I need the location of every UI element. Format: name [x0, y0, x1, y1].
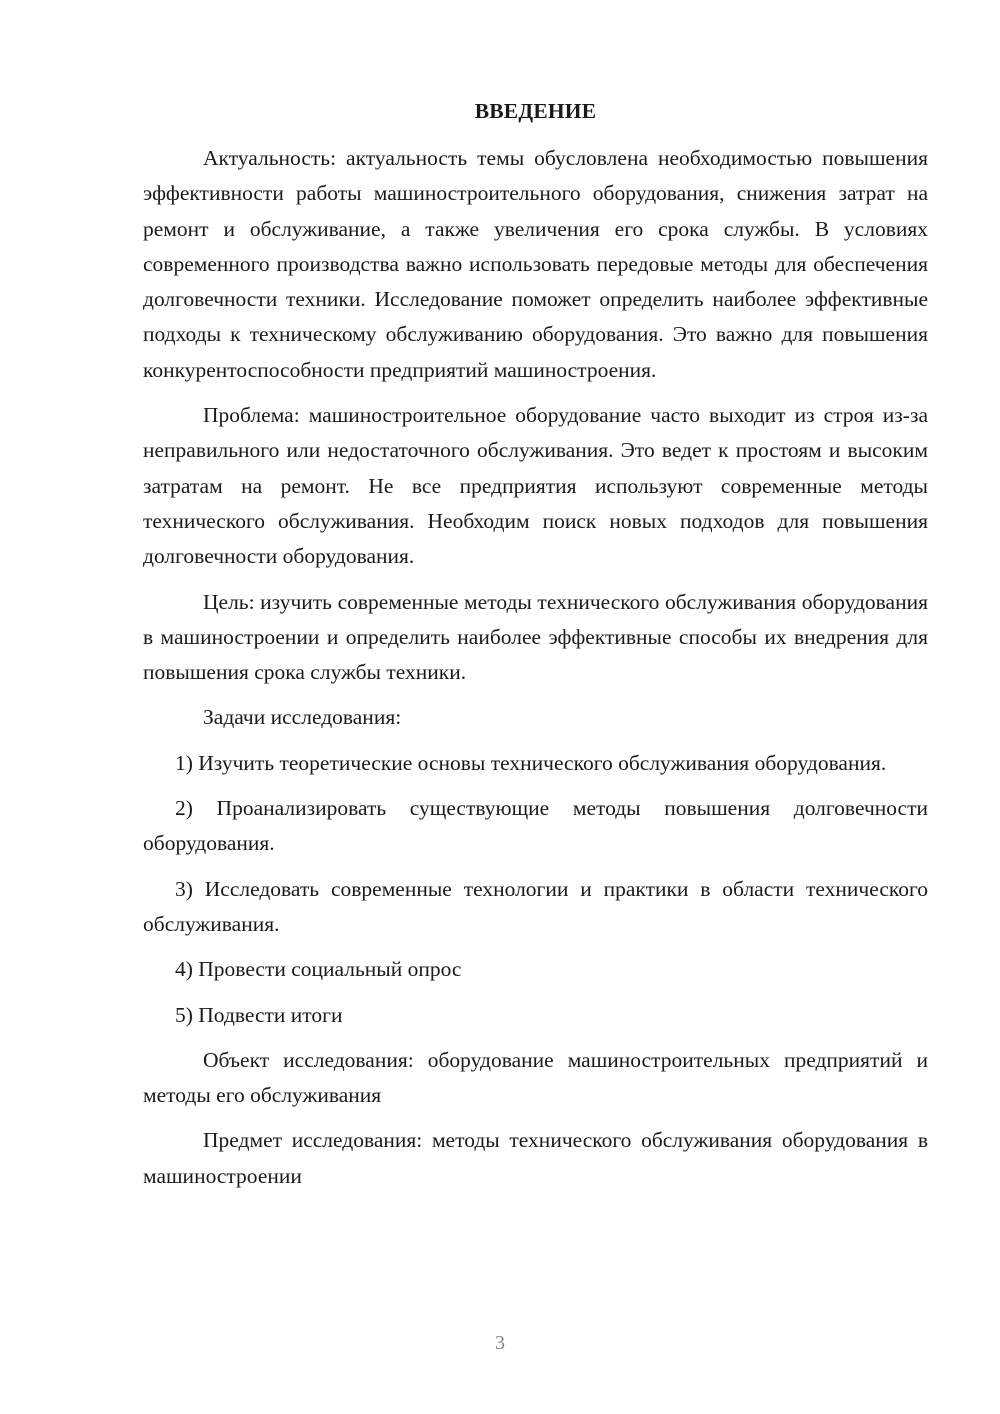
task-item-4: 4) Провести социальный опрос	[175, 957, 462, 982]
task-item-1: 1) Изучить теоретические основы технического обслуживания оборудования.	[175, 750, 887, 775]
goal-paragraph: Цель: изучить современные методы технического обслуживания оборудования в машиностроении и определить наиболее эффективные способы их внедрения для повышения срока службы техники.	[143, 589, 928, 685]
research-object-paragraph: Объект исследования: оборудование машиностроительных предприятий и методы его обслуживания	[143, 1047, 928, 1108]
task-item-3: 3) Исследовать современные технологии и практики в области технического обслуживания.	[143, 876, 928, 936]
relevance-paragraph: Актуальность: актуальность темы обусловлена необходимостью повышения эффективности работы машиностроительного оборудования, снижения затрат на ремонт и обслуживание, а также увеличения его срока службы. В условиях современного производства важно использовать передовые методы для обеспечения долговечности техники. Исследование поможет определить наиболее эффективные подходы к техническому обслуживанию оборудования. Это важно для повышения конкурентоспособности предприятий машиностроения.	[143, 146, 928, 382]
page-content	[143, 94, 928, 1204]
task-item-2: 2) Проанализировать существующие методы повышения долговечности оборудования.	[143, 796, 928, 856]
task-item-5: 5) Подвести итоги	[175, 1002, 343, 1027]
problem-paragraph: Проблема: машиностроительное оборудование часто выходит из строя из-за неправильного или недостаточного обслуживания. Это ведет к простоям и высоким затратам на ремонт. Не все предприятия используют современные методы технического обслуживания. Необходим поиск новых подходов для повышения долговечности оборудования.	[143, 403, 928, 569]
research-subject-paragraph: Предмет исследования: методы технического обслуживания оборудования в машиностроении	[143, 1128, 928, 1188]
tasks-heading: Задачи исследования:	[203, 705, 402, 730]
page-title: ВВЕДЕНИЕ	[474, 99, 597, 123]
page-number: 3	[495, 1332, 505, 1354]
